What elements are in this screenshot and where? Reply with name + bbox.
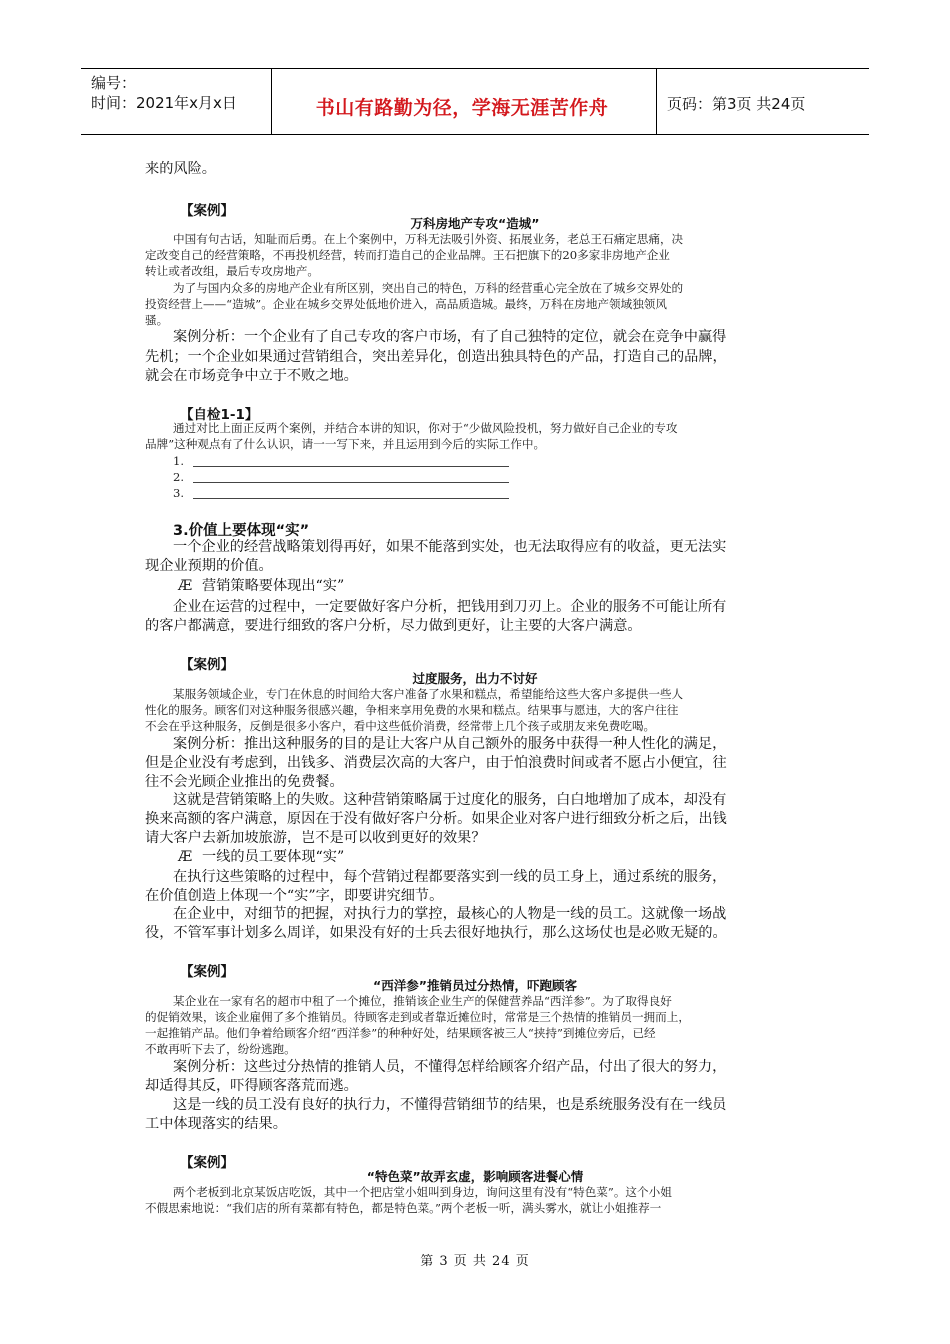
blank-number: 1.	[173, 454, 185, 468]
self-check-label: 【自检1-1】	[180, 407, 259, 423]
analysis-line: 工中体现落实的结果。	[145, 1116, 287, 1132]
header-divider	[271, 68, 272, 135]
case-title: 过度服务，出力不讨好	[412, 671, 538, 686]
analysis-line: 往不会光顾企业推出的免费餐。	[145, 774, 344, 790]
case-text-line: 骚。	[145, 313, 169, 327]
analysis-line: 案例分析：推出这种服务的目的是让大客户从自己额外的服务中获得一种人性化的满足，	[173, 736, 727, 752]
paragraph-line: 在价值创造上体现一个“实”字，即要讲究细节。	[145, 888, 444, 904]
paragraph-line: 在执行这些策略的过程中，每个营销过程都要落实到一线的员工身上，通过系统的服务，	[173, 869, 727, 885]
bullet-text: 营销策略要体现出“实”	[202, 578, 345, 594]
case-title: 万科房地产专攻“造城”	[410, 216, 540, 231]
case-text-line: 转让或者改组，最后专攻房地产。	[145, 264, 319, 278]
analysis-line: 就会在市场竞争中立于不败之地。	[145, 368, 358, 384]
case-label: 【案例】	[180, 964, 234, 980]
analysis-line: 换来高额的客户满意，原因在于没有做好客户分析。如果企业对客户进行细致分析之后，出钱	[145, 811, 727, 827]
bullet-text: 一线的员工要体现“实”	[202, 849, 345, 865]
bullet-icon: Æ	[178, 578, 193, 594]
case-text-line: 中国有句古话，知耻而后勇。在上个案例中，万科无法吸引外资、拓展业务，老总王石痛定思痛，决	[173, 232, 684, 246]
answer-line	[193, 498, 509, 499]
analysis-line: 案例分析：一个企业有了自己专攻的客户市场，有了自己独特的定位，就会在竞争中赢得	[173, 329, 727, 345]
case-text-line: 某企业在一家有名的超市中租了一个摊位，推销该企业生产的保健营养品“西洋参”。为了取得良好	[173, 994, 672, 1008]
case-text-line: 不假思索地说：“我们店的所有菜都有特色，都是特色菜。”两个老板一听，满头雾水，就让小姐推荐一	[145, 1201, 662, 1215]
analysis-line: 却适得其反，吓得顾客落荒而逃。	[145, 1078, 358, 1094]
paragraph-line: 役，不管军事计划多么周详，如果没有好的士兵去很好地执行，那么这场仗也是必败无疑的。	[145, 925, 727, 941]
header-divider	[656, 68, 657, 135]
case-text-line: 定改变自己的经营策略，不再投机经营，转而打造自己的企业品牌。王石把旗下的20多家非房地产企业	[145, 248, 670, 262]
page-indicator: 页码：第3页 共24页	[667, 95, 806, 113]
case-text-line: 某服务领域企业，专门在休息的时间给大客户准备了水果和糕点，希望能给这些大客户多提供一些人	[173, 687, 684, 701]
analysis-line: 这是一线的员工没有良好的执行力，不懂得营销细节的结果，也是系统服务没有在一线员	[173, 1097, 727, 1113]
paragraph-line: 现企业预期的价值。	[145, 558, 273, 574]
case-text-line: 不敢再听下去了，纷纷逃跑。	[145, 1042, 296, 1056]
case-text-line: 不会在乎这种服务，反倒是很多小客户，看中这些低价消费，经常带上几个孩子或朋友来免费吃喝。	[145, 719, 656, 733]
case-title: “西洋参”推销员过分热情，吓跑顾客	[373, 978, 577, 993]
analysis-line: 但是企业没有考虑到，出钱多、消费层次高的大客户，由于怕浪费时间或者不愿占小便宜，往	[145, 755, 727, 771]
blank-number: 3.	[173, 486, 185, 500]
case-text-line: 一起推销产品。他们争着给顾客介绍“西洋参”的种种好处，结果顾客被三人“挟持”到摊位旁后，已经	[145, 1026, 656, 1040]
bullet-icon: Æ	[178, 849, 193, 865]
case-text-line: 为了与国内众多的房地产企业有所区别，突出自己的特色，万科的经营重心完全放在了城乡交界处的	[173, 281, 684, 295]
header-top-rule	[81, 68, 869, 69]
case-label: 【案例】	[180, 203, 234, 219]
self-check-text: 通过对比上面正反两个案例，并结合本讲的知识，你对于“少做风险投机，努力做好自己企业的专攻	[173, 421, 678, 435]
case-label: 【案例】	[180, 657, 234, 673]
case-label: 【案例】	[180, 1155, 234, 1171]
number-label: 编号：	[91, 74, 137, 92]
self-check-text: 品牌”这种观点有了什么认识，请一一写下来，并且运用到今后的实际工作中。	[145, 437, 546, 451]
case-text-line: 性化的服务。顾客们对这种服务很感兴趣，争相来享用免费的水果和糕点。结果事与愿违，大的客户往往	[145, 703, 679, 717]
header-bottom-rule	[81, 134, 869, 135]
paragraph-line: 企业在运营的过程中，一定要做好客户分析，把钱用到刀刃上。企业的服务不可能让所有	[173, 599, 727, 615]
paragraph-line: 来的风险。	[145, 161, 216, 177]
case-text-line: 投资经营上——“造城”。企业在城乡交界处低地价进入，高品质造城。最终，万科在房地产领域独领风	[145, 297, 667, 311]
paragraph-line: 在企业中，对细节的把握，对执行力的掌控，最核心的人物是一线的员工。这就像一场战	[173, 906, 727, 922]
analysis-line: 这就是营销策略上的失败。这种营销策略属于过度化的服务，白白地增加了成本，却没有	[173, 792, 727, 808]
case-text-line: 两个老板到北京某饭店吃饭，其中一个把店堂小姐叫到身边，询问这里有没有“特色菜”。这个小姐	[173, 1185, 672, 1199]
case-title: “特色菜”故弄玄虚，影响顾客进餐心情	[366, 1169, 584, 1184]
time-label: 时间：2021年x月x日	[91, 94, 237, 112]
paragraph-line: 一个企业的经营战略策划得再好，如果不能落到实处，也无法取得应有的收益，更无法实	[173, 539, 727, 555]
answer-line	[193, 482, 509, 483]
paragraph-line: 的客户都满意，要进行细致的客户分析，尽力做到更好，让主要的大客户满意。	[145, 618, 642, 634]
section-heading: 3.价值上要体现“实”	[173, 523, 310, 539]
case-text-line: 的促销效果，该企业雇佣了多个推销员。待顾客走到或者靠近摊位时，常常是三个热情的推销员一拥而上，	[145, 1010, 690, 1024]
page-footer: 第 3 页 共 24 页	[420, 1254, 530, 1269]
analysis-line: 先机；一个企业如果通过营销组合，突出差异化，创造出独具特色的产品，打造自己的品牌，	[145, 349, 727, 365]
analysis-line: 案例分析：这些过分热情的推销人员，不懂得怎样给顾客介绍产品，付出了很大的努力，	[173, 1059, 727, 1075]
analysis-line: 请大客户去新加坡旅游，岂不是可以收到更好的效果？	[145, 830, 486, 846]
header-motto: 书山有路勤为径，学海无涯苦作舟	[315, 97, 609, 119]
answer-line	[193, 466, 509, 467]
blank-number: 2.	[173, 470, 185, 484]
page-header	[81, 68, 869, 136]
